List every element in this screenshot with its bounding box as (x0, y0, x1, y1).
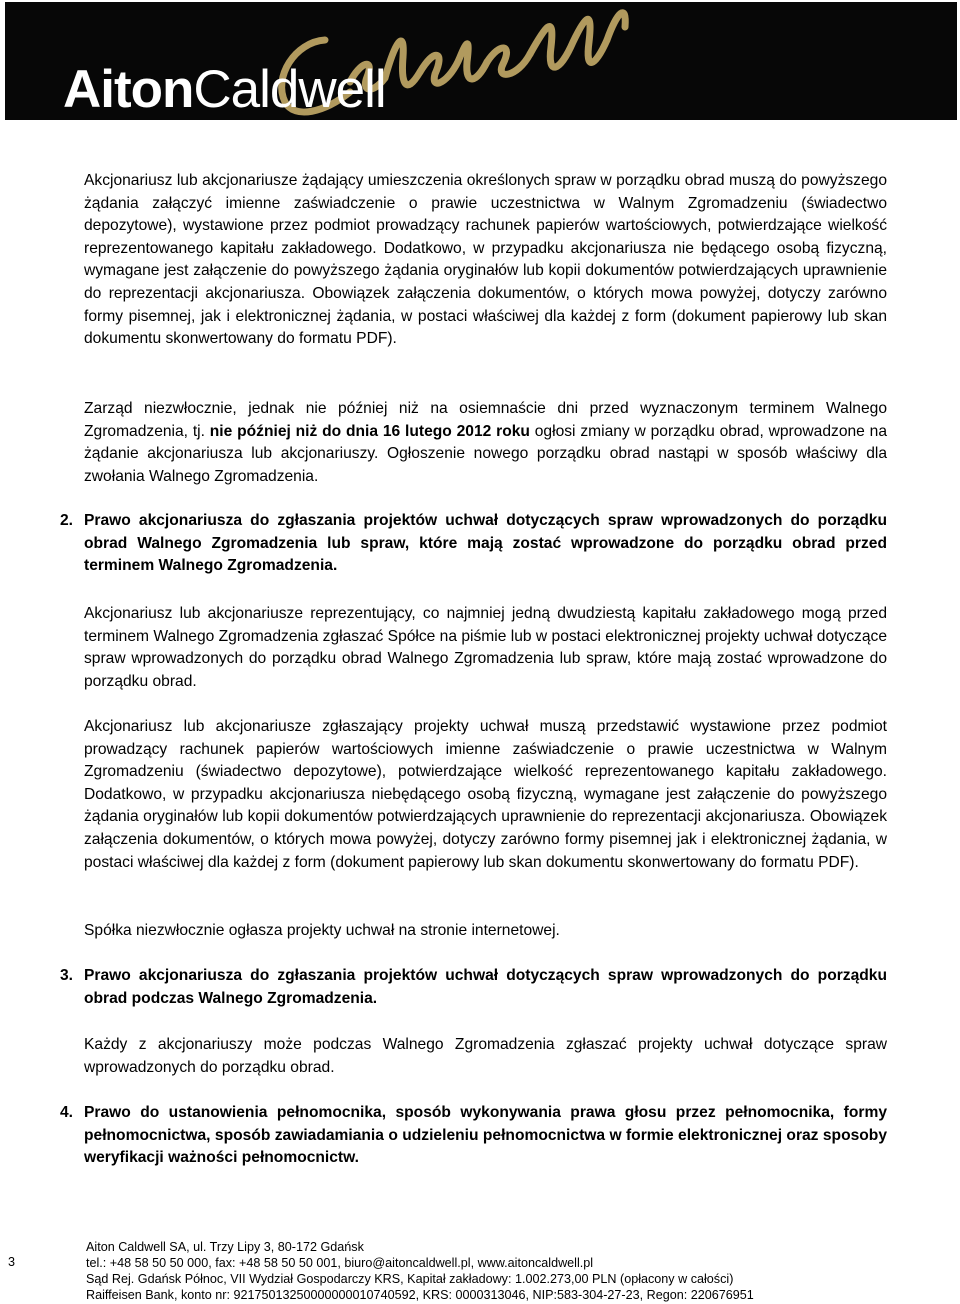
paragraph-certificate-requirement: Akcjonariusz lub akcjonariusze zgłaszający projekty uchwał muszą przedstawić wystawione przez podmiot prowadzący rachunek papierów wartościowych imienne zaświadczenie o prawie uczestnictwa w Walnym Zgromadzeniu (świadectwo depozytowe), potwierdzające wielkość reprezentowanego kapitału zakładowego. Dodatkowo, w przypadku akcjonariusza niebędącego osobą fizyczną, wymagane jest załączenie do powyższego żądania oryginałów lub kopii dokumentów potwierdzających uprawnienie do reprezentacji akcjonariusza. Obowiązek załączenia dokumentów, o których mowa powyżej, dotyczy zarówno formy pisemnej jak i elektronicznej żądania, w postaci właściwej dla każdej z form (dokument papierowy lub skan dokumentu skonwertowany do formatu PDF). (84, 718, 887, 871)
paragraph-board-announcement: Zarząd niezwłocznie, jednak nie później niż na osiemnaście dni przed wyznaczonym terminem Walnego Zgromadzenia, tj. nie później niż do dnia 16 lutego 2012 roku ogłosi zmiany w porządku obrad, wprowadzone na żądanie akcjonariusza lub akcjonariuszy. Ogłoszenie nowego porządku obrad nastąpi w sposób właściwy dla zwołania Walnego Zgromadzenia. (84, 400, 887, 485)
footer-address: Aiton Caldwell SA, ul. Trzy Lipy 3, 80-172 Gdańsk (86, 1240, 364, 1254)
letterhead-banner (5, 2, 957, 120)
company-footer (86, 1239, 754, 1303)
footer-bank: Raiffeisen Bank, konto nr: 92175013250000000010740592, KRS: 0000313046, NIP:583-304-27-23, Regon: 220676951 (86, 1288, 754, 1302)
paragraph-draft-resolutions: Akcjonariusz lub akcjonariusze reprezentujący, co najmniej jedną dwudziestą kapitału zakładowego mogą przed terminem Walnego Zgromadzenia zgłaszać Spółce na piśmie lub w postaci elektronicznej projekty uchwał dotyczące spraw wprowadzonych do porządku obrad Walnego Zgromadzenia lub spraw, które mają zostać wprowadzone do porządku obrad. (84, 605, 887, 690)
paragraph-shareholder-request: Akcjonariusz lub akcjonariusze żądający umieszczenia określonych spraw w porządku obrad muszą do powyższego żądania załączyć imienne zaświadczenie o prawie uczestnictwa w Walnym Zgromadzeniu (świadectwo depozytowe), wystawione przez podmiot prowadzący rachunek papierów wartościowych, potwierdzające wielkość reprezentowanego kapitału zakładowego. Dodatkowo, w przypadku akcjonariusza nie będącego osobą fizyczną, wymagane jest załączenie do powyższego żądania oryginałów lub kopii dokumentów potwierdzających uprawnienie do reprezentacji akcjonariusza. Obowiązek załączenia dokumentów, o których mowa powyżej, dotyczy zarówno formy pisemnej, jak i elektronicznej żądania, w postaci właściwej dla każdej z form (dokument papierowy lub skan dokumentu skonwertowany do formatu PDF). (84, 172, 887, 348)
footer-registry: Sąd Rej. Gdańsk Północ, VII Wydział Gospodarczy KRS, Kapitał zakładowy: 1.002.273,00 PLN (opłacony w całości) (86, 1272, 734, 1286)
section-heading-3: 3. Prawo akcjonariusza do zgłaszania projektów uchwał dotyczących spraw wprowadzonych do porządku obrad podczas Walnego Zgromadzenia. (60, 967, 887, 1007)
paragraph-website-announcement: Spółka niezwłocznie ogłasza projekty uchwał na stronie internetowej. (84, 922, 560, 939)
section-heading-4: 4. Prawo do ustanowienia pełnomocnika, sposób wykonywania prawa głosu przez pełnomocnika, formy pełnomocnictwa, sposób zawiadamiania o udzieleniu pełnomocnictwa w formie elektronicznej oraz sposoby weryfikacji ważności pełnomocnictw. (60, 1104, 887, 1167)
page-number: 3 (8, 1255, 16, 1269)
footer-contact: tel.: +48 58 50 50 000, fax: +48 58 50 50 001, biuro@aitoncaldwell.pl, www.aitoncaldwell.pl (86, 1256, 594, 1270)
section-heading-2: 2. Prawo akcjonariusza do zgłaszania projektów uchwał dotyczących spraw wprowadzonych do porządku obrad Walnego Zgromadzenia lub spraw, które mają zostać wprowadzone do porządku obrad przed terminem Walnego Zgromadzenia. (60, 512, 887, 575)
brand-wordmark: AitonCaldwell (63, 60, 386, 119)
paragraph-meeting-drafts: Każdy z akcjonariuszy może podczas Walnego Zgromadzenia zgłaszać projekty uchwał dotyczące spraw wprowadzonych do porządku obrad. (84, 1036, 887, 1076)
